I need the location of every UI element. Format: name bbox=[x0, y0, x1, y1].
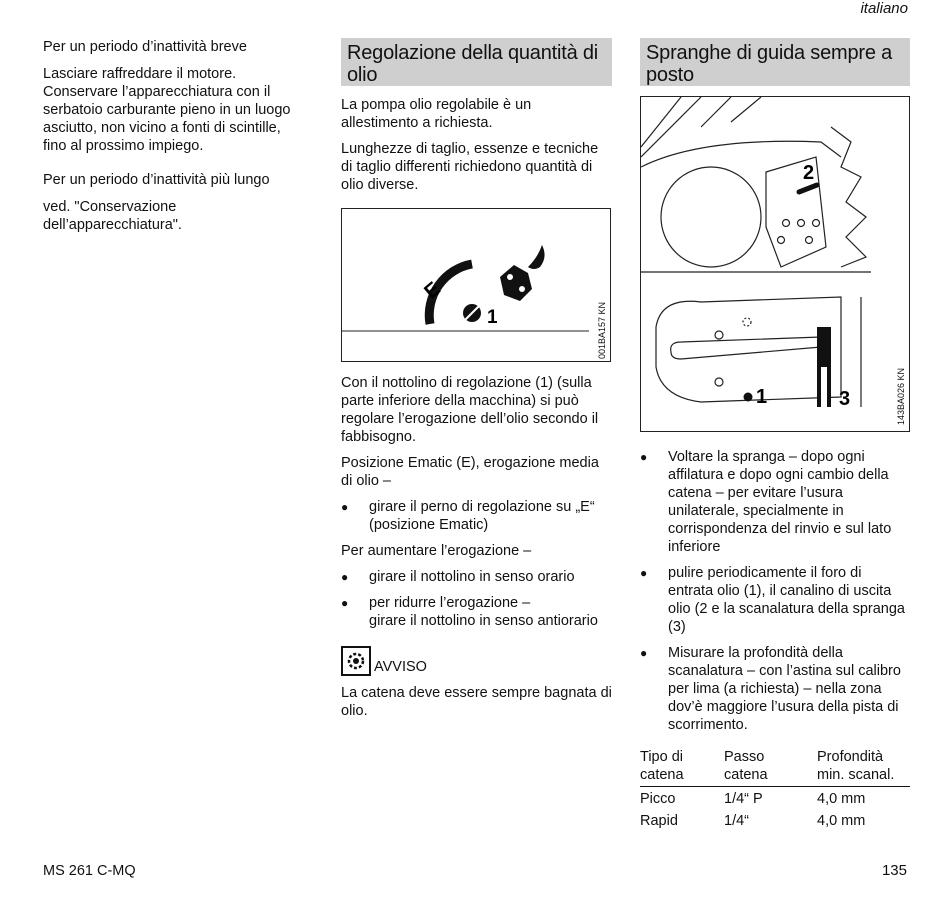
figure-code-bar: 143BA026 KN bbox=[896, 367, 906, 425]
table-cell: Rapid bbox=[640, 813, 678, 829]
bullet-icon: ● bbox=[341, 596, 349, 610]
column-header: Tipo di catena bbox=[640, 748, 724, 787]
list-item bbox=[341, 594, 612, 630]
list-item-text: Voltare la spranga – dopo ogni affilatura e dopo ogni cambio della catena – per evitare l’usura unilaterale, specialmente in corrispondenza del rinvio e sul lato inferiore bbox=[668, 449, 892, 555]
label-groove-3: 3 bbox=[839, 388, 851, 410]
list-item bbox=[341, 568, 612, 586]
table-cell: 1/4“ bbox=[724, 813, 749, 829]
table-cell: 4,0 mm bbox=[817, 791, 866, 807]
bullet-icon: ● bbox=[341, 570, 349, 584]
figure-code-oil: 001BA157 KN bbox=[597, 301, 607, 359]
label-ematic: E bbox=[420, 277, 445, 304]
table-header-row bbox=[640, 748, 910, 787]
list-increase bbox=[341, 568, 612, 630]
subhead-short-storage: Per un periodo d’inattività breve bbox=[43, 39, 247, 55]
paragraph-oil-quantity: Lunghezze di taglio, essenze e tecniche di taglio differenti richiedono quantità di olio diverse. bbox=[341, 141, 599, 193]
column-oil-adjustment bbox=[341, 38, 612, 728]
column-header: Passo catena bbox=[724, 748, 817, 787]
paragraph-ematic: Posizione Ematic (E), erogazione media di olio – bbox=[341, 455, 599, 489]
list-item-text: girare il perno di regolazione su „E“ (posizione Ematic) bbox=[369, 499, 595, 533]
label-oil-outlet-2: 2 bbox=[803, 162, 815, 184]
paragraph-increase: Per aumentare l’erogazione – bbox=[341, 543, 532, 559]
heading-guide-bar: Spranghe di guida sempre a posto bbox=[640, 38, 910, 86]
column-header: Profondità min. scanal. bbox=[817, 748, 910, 787]
page-number: 135 bbox=[881, 862, 907, 879]
list-item bbox=[640, 564, 910, 636]
list-guide-bar bbox=[640, 448, 910, 734]
table-row bbox=[640, 809, 910, 831]
figure-guide-bar bbox=[640, 96, 910, 432]
paragraph-long-storage: ved. "Conservazione dell’apparecchiatura". bbox=[43, 199, 182, 233]
list-ematic bbox=[341, 498, 612, 534]
list-item bbox=[640, 448, 910, 556]
list-item-text: Misurare la profondità della scanalatura – con l’astina sul calibro per lima (a richiesta) – nella zona dov’è maggiore l’usura della pista di scorrimento. bbox=[668, 645, 901, 733]
list-item-text: pulire periodicamente il foro di entrata olio (1), il canalino di uscita olio (2 e la scanalatura della spranga (3) bbox=[668, 565, 905, 635]
notice-block bbox=[341, 646, 612, 676]
paragraph-adjust-screw: Con il nottolino di regolazione (1) (sulla parte inferiore della macchina) si può regolare l’erogazione dell’olio secondo il fabbisogno. bbox=[341, 375, 599, 445]
gear-warning-icon bbox=[341, 646, 371, 676]
bullet-icon: ● bbox=[640, 566, 648, 580]
list-item-text: per ridurre l’erogazione – girare il nottolino in senso antiorario bbox=[369, 595, 598, 629]
footer-model: MS 261 C-MQ bbox=[43, 863, 136, 879]
table-cell: 4,0 mm bbox=[817, 813, 866, 829]
paragraph-optional-pump: La pompa olio regolabile è un allestimento a richiesta. bbox=[341, 97, 532, 131]
bullet-icon: ● bbox=[341, 500, 349, 514]
notice-text: La catena deve essere sempre bagnata di olio. bbox=[341, 685, 612, 719]
guide-bar-illustration bbox=[641, 97, 909, 431]
language-label: italiano bbox=[860, 0, 908, 17]
paragraph-short-storage: Lasciare raffreddare il motore. Conservare l’apparecchiatura con il serbatoio carburante pieno in un luogo asciutto, non vicino a fonti di scintille, fino al prossimo impiego. bbox=[43, 66, 291, 154]
column-storage bbox=[43, 38, 308, 242]
heading-oil-adjustment: Regolazione della quantità di olio bbox=[341, 38, 612, 86]
oil-chain-icon bbox=[500, 245, 545, 301]
list-item bbox=[640, 644, 910, 734]
label-screw-1: 1 bbox=[487, 307, 498, 328]
bullet-icon: ● bbox=[640, 646, 648, 660]
table-row bbox=[640, 787, 910, 810]
notice-label: AVVISO bbox=[374, 659, 427, 675]
subhead-long-storage: Per un periodo d’inattività più lungo bbox=[43, 172, 270, 188]
figure-oil-adjuster bbox=[341, 208, 611, 362]
table-cell: 1/4“ P bbox=[724, 791, 763, 807]
bullet-icon: ● bbox=[640, 450, 648, 464]
list-item-text: girare il nottolino in senso orario bbox=[369, 569, 575, 585]
groove-depth-table bbox=[640, 748, 910, 831]
list-item bbox=[341, 498, 612, 534]
column-guide-bar bbox=[640, 38, 910, 831]
label-oil-inlet-1: 1 bbox=[756, 386, 768, 408]
table-cell: Picco bbox=[640, 791, 676, 807]
oil-adjuster-illustration bbox=[342, 209, 610, 361]
